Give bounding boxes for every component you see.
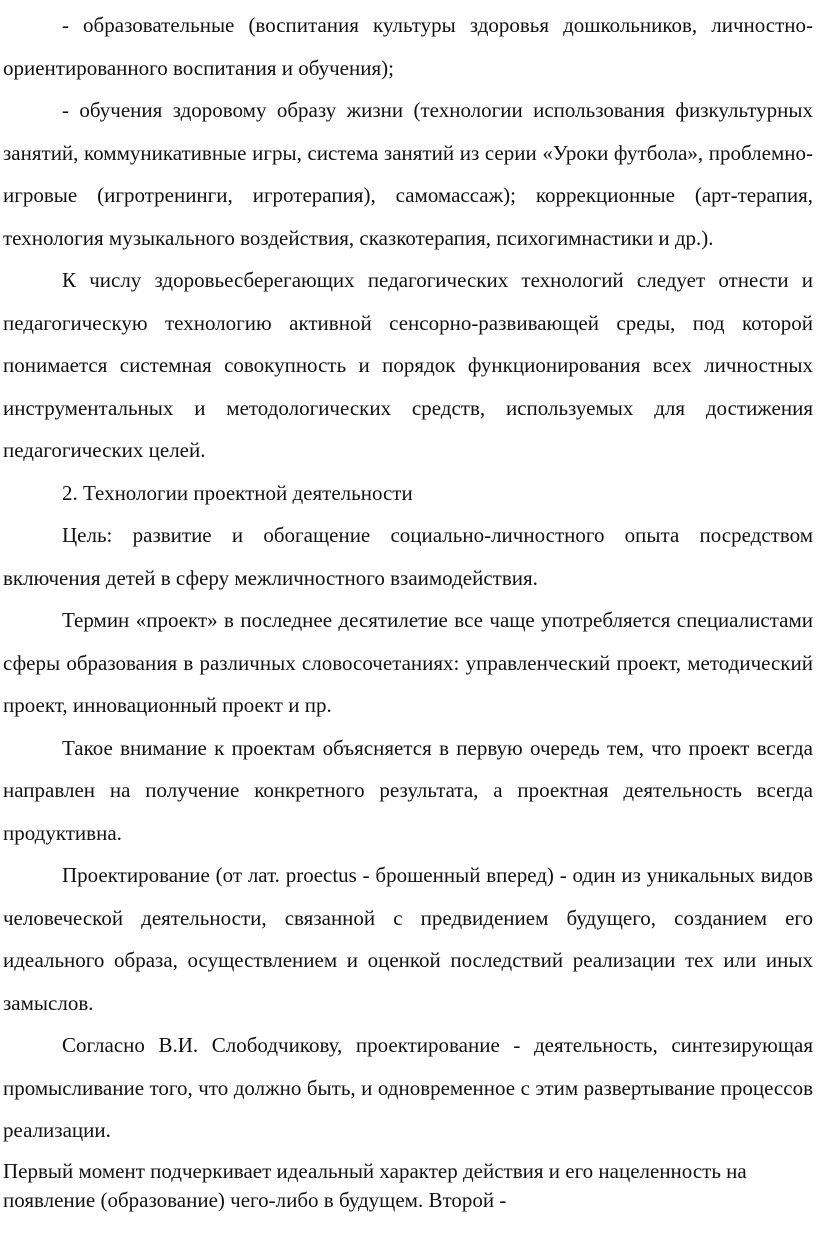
paragraph-first-moment: Первый момент подчеркивает идеальный характер действия и его нацеленность на появление (образование) чего-либо в будущем. Второй - [3,1158,747,1212]
paragraph-project-term: Термин «проект» в последнее десятилетие все чаще употребляется специалистами сферы образования в различных словосочетаниях: управленческий проект, методический проект, инновационный проект и пр. [3,608,813,717]
paragraph-healthy-lifestyle: - обучения здоровому образу жизни (технологии использования физкультурных занятий, коммуникативные игры, система занятий из серии «Уроки футбола», проблемно-игровые (игротренинги, игротерапия), самомассаж); коррекционные (арт-терапия, технология музыкального воздействия, сказкотерапия, психогимнастики и др.). [3,98,813,250]
paragraph-goal: Цель: развитие и обогащение социально-личностного опыта посредством включения детей в сферу межличностного взаимодействия. [3,523,813,590]
paragraph-educational: - образовательные (воспитания культуры здоровья дошкольников, личностно-ориентированного воспитания и обучения); [3,13,813,80]
paragraph-project-attention: Такое внимание к проектам объясняется в первую очередь тем, что проект всегда направлен на получение конкретного результата, а проектная деятельность всегда продуктивна. [3,735,813,845]
section-heading-project-technologies: 2. Технологии проектной деятельности [62,480,413,505]
paragraph-design-definition: Проектирование (от лат. proectus - брошенный вперед) - один из уникальных видов человеческой деятельности, связанной с предвидением будущего, созданием его идеального образа, осуществлением и оценкой последствий реализации тех или иных замыслов. [3,863,813,1015]
paragraph-sensory-environment: К числу здоровьесберегающих педагогических технологий следует отнести и педагогическую технологию активной сенсорно-развивающей среды, под которой понимается системная совокупность и порядок функционирования всех личностных инструментальных и методологических средств, используемых для достижения педагогических целей. [3,268,813,462]
paragraph-slobodchikov: Согласно В.И. Слободчикову, проектирование - деятельность, синтезирующая промысливание того, что должно быть, и одновременное с этим развертывание процессов реализации. [3,1033,813,1142]
